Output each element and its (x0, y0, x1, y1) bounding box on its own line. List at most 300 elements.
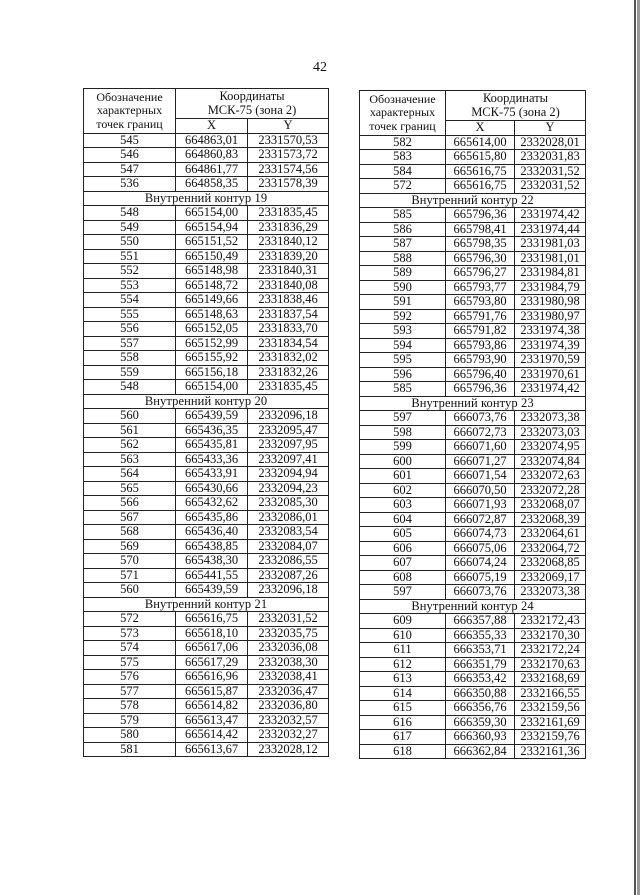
point-number-cell: 608 (360, 570, 446, 585)
section-row (360, 193, 586, 208)
y-coordinate-cell: 2331974,42 (515, 382, 586, 397)
table-row (360, 483, 586, 498)
point-number-cell: 569 (84, 539, 176, 554)
x-coordinate-cell: 665435,81 (176, 438, 248, 453)
table-row (84, 220, 329, 235)
x-coordinate-cell: 665614,42 (176, 728, 248, 743)
y-coordinate-cell: 2331832,26 (248, 365, 329, 380)
y-coordinate-cell: 2331574,56 (248, 162, 329, 177)
table-row (84, 612, 329, 627)
y-coordinate-cell: 2332170,63 (515, 657, 586, 672)
y-coordinate-cell: 2332161,36 (515, 744, 586, 759)
y-coordinate-cell: 2332083,54 (248, 525, 329, 540)
y-coordinate-cell: 2332069,17 (515, 570, 586, 585)
x-coordinate-cell: 666073,76 (446, 411, 515, 426)
y-coordinate-cell: 2332068,39 (515, 512, 586, 527)
x-coordinate-cell: 666353,71 (446, 643, 515, 658)
table-row (84, 133, 329, 148)
point-number-cell: 564 (84, 467, 176, 482)
point-number-cell: 556 (84, 322, 176, 337)
table-row (84, 322, 329, 337)
x-coordinate-cell: 665796,36 (446, 208, 515, 223)
x-coordinate-cell: 665615,87 (176, 684, 248, 699)
point-number-cell: 548 (84, 380, 176, 395)
table-body-left (84, 133, 329, 757)
point-number-cell: 550 (84, 235, 176, 250)
table-row (84, 713, 329, 728)
coordinates-table-left (83, 88, 329, 757)
table-row (84, 162, 329, 177)
y-coordinate-cell: 2332166,55 (515, 686, 586, 701)
y-coordinate-cell: 2332073,38 (515, 411, 586, 426)
y-coordinate-cell: 2331980,97 (515, 309, 586, 324)
table-row (360, 135, 586, 150)
y-coordinate-cell: 2331835,45 (248, 206, 329, 221)
point-number-cell: 590 (360, 280, 446, 295)
y-coordinate-cell: 2332097,41 (248, 452, 329, 467)
y-coordinate-cell: 2331981,01 (515, 251, 586, 266)
table-row (84, 452, 329, 467)
x-coordinate-cell: 665798,41 (446, 222, 515, 237)
section-row (360, 396, 586, 411)
table-row (84, 423, 329, 438)
table-row (84, 539, 329, 554)
point-number-cell: 583 (360, 150, 446, 165)
table-row (84, 365, 329, 380)
page-number: 42 (313, 60, 327, 75)
coordinates-table-right (359, 90, 586, 759)
point-number-cell: 580 (84, 728, 176, 743)
header-x: X (176, 119, 248, 134)
point-number-cell: 601 (360, 469, 446, 484)
x-coordinate-cell: 666071,93 (446, 498, 515, 513)
y-coordinate-cell: 2332032,27 (248, 728, 329, 743)
x-coordinate-cell: 665151,52 (176, 235, 248, 250)
y-coordinate-cell: 2332094,94 (248, 467, 329, 482)
y-coordinate-cell: 2331974,38 (515, 324, 586, 339)
x-coordinate-cell: 665618,10 (176, 626, 248, 641)
table-row (360, 672, 586, 687)
table-row (360, 367, 586, 382)
x-coordinate-cell: 665433,91 (176, 467, 248, 482)
x-coordinate-cell: 664860,83 (176, 148, 248, 163)
x-coordinate-cell: 665154,00 (176, 380, 248, 395)
point-number-cell: 578 (84, 699, 176, 714)
y-coordinate-cell: 2332161,69 (515, 715, 586, 730)
y-coordinate-cell: 2331984,79 (515, 280, 586, 295)
point-number-cell: 585 (360, 382, 446, 397)
point-number-cell: 574 (84, 641, 176, 656)
table-row (360, 686, 586, 701)
section-row (84, 597, 329, 612)
table-row (84, 438, 329, 453)
y-coordinate-cell: 2332084,07 (248, 539, 329, 554)
point-number-cell: 536 (84, 177, 176, 192)
point-number-cell: 547 (84, 162, 176, 177)
header-coordinates: Координаты МСК-75 (зона 2) (446, 91, 586, 121)
point-number-cell: 572 (360, 179, 446, 194)
table-row (360, 164, 586, 179)
point-number-cell: 598 (360, 425, 446, 440)
x-coordinate-cell: 666350,88 (446, 686, 515, 701)
y-coordinate-cell: 2332031,52 (248, 612, 329, 627)
y-coordinate-cell: 2332072,63 (515, 469, 586, 484)
section-row (84, 394, 329, 409)
point-number-cell: 599 (360, 440, 446, 455)
point-number-cell: 586 (360, 222, 446, 237)
x-coordinate-cell: 665435,86 (176, 510, 248, 525)
section-label: Внутренний контур 22 (360, 193, 586, 208)
y-coordinate-cell: 2331839,20 (248, 249, 329, 264)
table-row (84, 525, 329, 540)
point-number-cell: 576 (84, 670, 176, 685)
point-number-cell: 549 (84, 220, 176, 235)
x-coordinate-cell: 666362,84 (446, 744, 515, 759)
x-coordinate-cell: 666072,73 (446, 425, 515, 440)
table-row (360, 556, 586, 571)
y-coordinate-cell: 2331840,08 (248, 278, 329, 293)
section-label: Внутренний контур 20 (84, 394, 329, 409)
point-number-cell: 614 (360, 686, 446, 701)
point-number-cell: 575 (84, 655, 176, 670)
y-coordinate-cell: 2332095,47 (248, 423, 329, 438)
table-row (360, 527, 586, 542)
x-coordinate-cell: 665148,72 (176, 278, 248, 293)
y-coordinate-cell: 2332031,83 (515, 150, 586, 165)
header-coordinates: Координаты МСК-75 (зона 2) (176, 89, 329, 119)
table-row (84, 583, 329, 598)
point-number-cell: 602 (360, 483, 446, 498)
x-coordinate-cell: 666356,76 (446, 701, 515, 716)
x-coordinate-cell: 665148,63 (176, 307, 248, 322)
table-row (360, 309, 586, 324)
table-row (360, 353, 586, 368)
x-coordinate-cell: 665793,77 (446, 280, 515, 295)
point-number-cell: 552 (84, 264, 176, 279)
y-coordinate-cell: 2332086,01 (248, 510, 329, 525)
point-number-cell: 551 (84, 249, 176, 264)
section-label: Внутренний контур 23 (360, 396, 586, 411)
point-number-cell: 557 (84, 336, 176, 351)
table-row (360, 643, 586, 658)
table-row (84, 568, 329, 583)
y-coordinate-cell: 2332097,95 (248, 438, 329, 453)
x-coordinate-cell: 665154,00 (176, 206, 248, 221)
table-row (360, 324, 586, 339)
table-row (84, 293, 329, 308)
point-number-cell: 568 (84, 525, 176, 540)
y-coordinate-cell: 2332028,01 (515, 135, 586, 150)
y-coordinate-cell: 2331840,31 (248, 264, 329, 279)
y-coordinate-cell: 2332168,69 (515, 672, 586, 687)
table-row (84, 307, 329, 322)
table-row (360, 425, 586, 440)
x-coordinate-cell: 666074,24 (446, 556, 515, 571)
y-coordinate-cell: 2331834,54 (248, 336, 329, 351)
table-row (84, 249, 329, 264)
x-coordinate-cell: 665441,55 (176, 568, 248, 583)
point-number-cell: 612 (360, 657, 446, 672)
x-coordinate-cell: 665149,66 (176, 293, 248, 308)
table-row (360, 208, 586, 223)
table-row (360, 295, 586, 310)
x-coordinate-cell: 666355,33 (446, 628, 515, 643)
y-coordinate-cell: 2331835,45 (248, 380, 329, 395)
x-coordinate-cell: 665793,80 (446, 295, 515, 310)
y-coordinate-cell: 2332036,47 (248, 684, 329, 699)
point-number-cell: 595 (360, 353, 446, 368)
point-number-cell: 581 (84, 742, 176, 757)
table-row (360, 570, 586, 585)
y-coordinate-cell: 2332172,43 (515, 614, 586, 629)
point-number-cell: 572 (84, 612, 176, 627)
table-row (84, 235, 329, 250)
point-number-cell: 607 (360, 556, 446, 571)
x-coordinate-cell: 665155,92 (176, 351, 248, 366)
header-x: X (446, 121, 515, 136)
y-coordinate-cell: 2331833,70 (248, 322, 329, 337)
x-coordinate-cell: 665796,40 (446, 367, 515, 382)
y-coordinate-cell: 2331832,02 (248, 351, 329, 366)
table-row (84, 177, 329, 192)
y-coordinate-cell: 2332073,38 (515, 585, 586, 600)
x-coordinate-cell: 665793,90 (446, 353, 515, 368)
y-coordinate-cell: 2332028,12 (248, 742, 329, 757)
table-row (84, 264, 329, 279)
y-coordinate-cell: 2332074,95 (515, 440, 586, 455)
point-number-cell: 560 (84, 583, 176, 598)
x-coordinate-cell: 666075,06 (446, 541, 515, 556)
point-number-cell: 588 (360, 251, 446, 266)
x-coordinate-cell: 665616,75 (176, 612, 248, 627)
point-number-cell: 597 (360, 411, 446, 426)
x-coordinate-cell: 665796,36 (446, 382, 515, 397)
x-coordinate-cell: 666075,19 (446, 570, 515, 585)
point-number-cell: 570 (84, 554, 176, 569)
table-row (84, 655, 329, 670)
table-row (84, 206, 329, 221)
section-row (360, 599, 586, 614)
point-number-cell: 553 (84, 278, 176, 293)
point-number-cell: 565 (84, 481, 176, 496)
x-coordinate-cell: 665430,66 (176, 481, 248, 496)
point-number-cell: 560 (84, 409, 176, 424)
point-number-cell: 605 (360, 527, 446, 542)
x-coordinate-cell: 665613,67 (176, 742, 248, 757)
table-header (360, 91, 586, 136)
header-point-name: Обозначение характерных точек границ (360, 91, 446, 136)
header-y: Y (248, 119, 329, 134)
point-number-cell: 616 (360, 715, 446, 730)
y-coordinate-cell: 2332085,30 (248, 496, 329, 511)
table-row (84, 496, 329, 511)
point-number-cell: 577 (84, 684, 176, 699)
table-row (360, 715, 586, 730)
x-coordinate-cell: 665438,30 (176, 554, 248, 569)
x-coordinate-cell: 665616,75 (446, 179, 515, 194)
table-row (360, 701, 586, 716)
point-number-cell: 592 (360, 309, 446, 324)
point-number-cell: 582 (360, 135, 446, 150)
y-coordinate-cell: 2332031,52 (515, 179, 586, 194)
point-number-cell: 589 (360, 266, 446, 281)
point-number-cell: 579 (84, 713, 176, 728)
x-coordinate-cell: 665791,82 (446, 324, 515, 339)
y-coordinate-cell: 2331970,61 (515, 367, 586, 382)
y-coordinate-cell: 2332031,52 (515, 164, 586, 179)
point-number-cell: 585 (360, 208, 446, 223)
x-coordinate-cell: 665614,00 (446, 135, 515, 150)
point-number-cell: 600 (360, 454, 446, 469)
point-number-cell: 558 (84, 351, 176, 366)
point-number-cell: 603 (360, 498, 446, 513)
y-coordinate-cell: 2331838,46 (248, 293, 329, 308)
y-coordinate-cell: 2332068,07 (515, 498, 586, 513)
y-coordinate-cell: 2332086,55 (248, 554, 329, 569)
y-coordinate-cell: 2331570,53 (248, 133, 329, 148)
header-y: Y (515, 121, 586, 136)
x-coordinate-cell: 665156,18 (176, 365, 248, 380)
y-coordinate-cell: 2331974,39 (515, 338, 586, 353)
y-coordinate-cell: 2332159,56 (515, 701, 586, 716)
table-row (360, 498, 586, 513)
x-coordinate-cell: 665152,05 (176, 322, 248, 337)
table-row (360, 585, 586, 600)
table-row (84, 409, 329, 424)
x-coordinate-cell: 666071,27 (446, 454, 515, 469)
point-number-cell: 609 (360, 614, 446, 629)
x-coordinate-cell: 664863,01 (176, 133, 248, 148)
point-number-cell: 546 (84, 148, 176, 163)
table-row (84, 684, 329, 699)
y-coordinate-cell: 2332172,24 (515, 643, 586, 658)
point-number-cell: 591 (360, 295, 446, 310)
table-row (360, 237, 586, 252)
table-row (84, 670, 329, 685)
table-row (360, 222, 586, 237)
table-header (84, 89, 329, 134)
y-coordinate-cell: 2332072,28 (515, 483, 586, 498)
y-coordinate-cell: 2332087,26 (248, 568, 329, 583)
x-coordinate-cell: 664861,77 (176, 162, 248, 177)
table-row (84, 467, 329, 482)
y-coordinate-cell: 2331578,39 (248, 177, 329, 192)
x-coordinate-cell: 666353,42 (446, 672, 515, 687)
point-number-cell: 617 (360, 730, 446, 745)
table-row (360, 411, 586, 426)
section-row (84, 191, 329, 206)
x-coordinate-cell: 666071,60 (446, 440, 515, 455)
x-coordinate-cell: 666351,79 (446, 657, 515, 672)
table-row (84, 641, 329, 656)
point-number-cell: 571 (84, 568, 176, 583)
y-coordinate-cell: 2332064,72 (515, 541, 586, 556)
y-coordinate-cell: 2332074,84 (515, 454, 586, 469)
point-number-cell: 555 (84, 307, 176, 322)
section-label: Внутренний контур 21 (84, 597, 329, 612)
y-coordinate-cell: 2332038,41 (248, 670, 329, 685)
table-row (84, 699, 329, 714)
y-coordinate-cell: 2332096,18 (248, 409, 329, 424)
x-coordinate-cell: 665436,35 (176, 423, 248, 438)
x-coordinate-cell: 665616,96 (176, 670, 248, 685)
x-coordinate-cell: 665438,85 (176, 539, 248, 554)
x-coordinate-cell: 665798,35 (446, 237, 515, 252)
point-number-cell: 618 (360, 744, 446, 759)
table-row (360, 251, 586, 266)
table-row (84, 510, 329, 525)
header-point-name: Обозначение характерных точек границ (84, 89, 176, 134)
y-coordinate-cell: 2332073,03 (515, 425, 586, 440)
point-number-cell: 563 (84, 452, 176, 467)
section-label: Внутренний контур 19 (84, 191, 329, 206)
x-coordinate-cell: 666070,50 (446, 483, 515, 498)
y-coordinate-cell: 2331970,59 (515, 353, 586, 368)
point-number-cell: 587 (360, 237, 446, 252)
point-number-cell: 604 (360, 512, 446, 527)
table-row (360, 266, 586, 281)
table-row (84, 481, 329, 496)
table-row (84, 626, 329, 641)
point-number-cell: 610 (360, 628, 446, 643)
y-coordinate-cell: 2331980,98 (515, 295, 586, 310)
point-number-cell: 606 (360, 541, 446, 556)
point-number-cell: 545 (84, 133, 176, 148)
y-coordinate-cell: 2331974,44 (515, 222, 586, 237)
y-coordinate-cell: 2332096,18 (248, 583, 329, 598)
x-coordinate-cell: 665614,82 (176, 699, 248, 714)
x-coordinate-cell: 665617,06 (176, 641, 248, 656)
table-row (360, 454, 586, 469)
table-row (84, 742, 329, 757)
x-coordinate-cell: 666357,88 (446, 614, 515, 629)
table-row (360, 730, 586, 745)
x-coordinate-cell: 666071,54 (446, 469, 515, 484)
table-row (360, 440, 586, 455)
table-row (360, 280, 586, 295)
y-coordinate-cell: 2331974,42 (515, 208, 586, 223)
point-number-cell: 559 (84, 365, 176, 380)
point-number-cell: 594 (360, 338, 446, 353)
x-coordinate-cell: 665616,75 (446, 164, 515, 179)
table-row (84, 278, 329, 293)
x-coordinate-cell: 665791,76 (446, 309, 515, 324)
y-coordinate-cell: 2332159,76 (515, 730, 586, 745)
x-coordinate-cell: 665152,99 (176, 336, 248, 351)
y-coordinate-cell: 2332035,75 (248, 626, 329, 641)
y-coordinate-cell: 2331981,03 (515, 237, 586, 252)
x-coordinate-cell: 665796,27 (446, 266, 515, 281)
table-body-right (360, 135, 586, 759)
point-number-cell: 573 (84, 626, 176, 641)
y-coordinate-cell: 2331837,54 (248, 307, 329, 322)
point-number-cell: 561 (84, 423, 176, 438)
x-coordinate-cell: 665439,59 (176, 583, 248, 598)
y-coordinate-cell: 2331984,81 (515, 266, 586, 281)
point-number-cell: 548 (84, 206, 176, 221)
point-number-cell: 554 (84, 293, 176, 308)
x-coordinate-cell: 665154,94 (176, 220, 248, 235)
table-row (360, 744, 586, 759)
y-coordinate-cell: 2331836,29 (248, 220, 329, 235)
x-coordinate-cell: 665432,62 (176, 496, 248, 511)
y-coordinate-cell: 2331840,12 (248, 235, 329, 250)
y-coordinate-cell: 2332032,57 (248, 713, 329, 728)
x-coordinate-cell: 665796,30 (446, 251, 515, 266)
point-number-cell: 593 (360, 324, 446, 339)
x-coordinate-cell: 665615,80 (446, 150, 515, 165)
y-coordinate-cell: 2331573,72 (248, 148, 329, 163)
